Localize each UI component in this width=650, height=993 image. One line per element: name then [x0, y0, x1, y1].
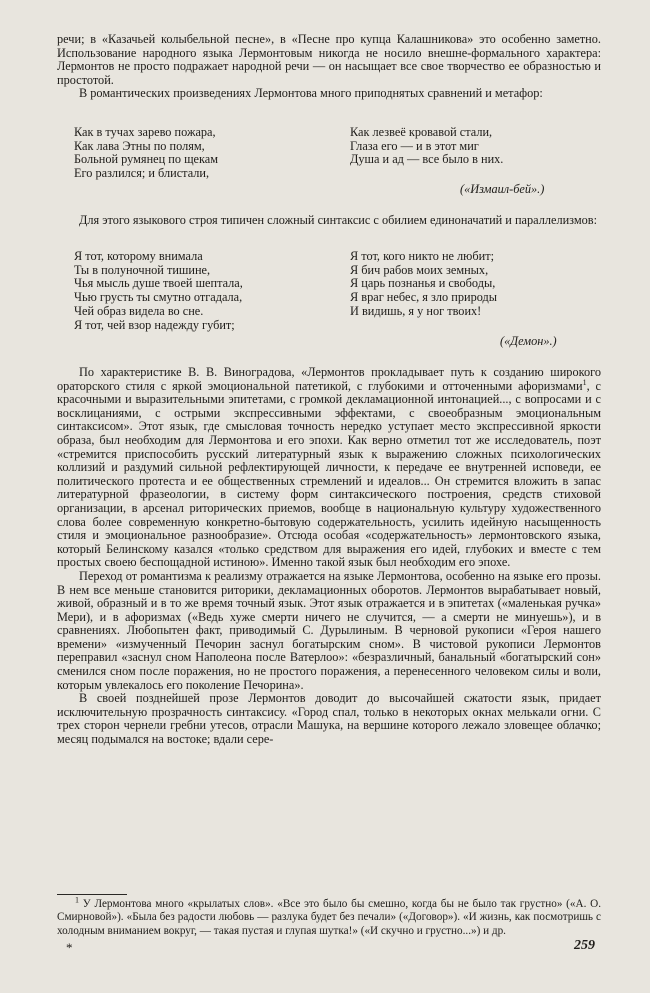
verse-izmail-left: [74, 126, 218, 181]
paragraph-syntax: [57, 214, 601, 228]
verse-line: Я тот, которому внимала: [74, 249, 203, 263]
verse-line: Ты в полуночной тишине,: [74, 262, 211, 277]
paragraph-realism: Переход от романтизма к реализму отражается на языке Лермонтова, особенно на языке его прозы. В нем все меньше становится риторики, декламационных оборотов. Лермонтов вырабатывает новый, живой, образный и в то же время точный язык. Этот язык отражается и в эпитетах («маленькая ручка» Мери), и в афоризмах («Ведь хуже смерти ничего не случится, — а смерти не минуешь»), и в сравнениях. Любопытен факт, приводимый С. Дурылиным. В черновой рукописи «Героя нашего времени» «измученный Печорин заснул богатырским сном». В чистовой рукописи Лермонтов переправил «заснул сном Наполеона после Ватерлоо»: «безразличный, банальный «богатырский сон» сменился сном после поражения, но не простого поражения, а перенесенного человеком силы и воли, которым увлекалось его поколение Печорина».: [57, 568, 601, 692]
signature-star: *: [66, 940, 73, 955]
paragraph-romantic: В романтических произведениях Лермонтова много приподнятых сравнений и метафор:: [79, 86, 543, 101]
footnote-text: У Лермонтова много «крылатых слов». «Все это было бы смешно, когда бы не было так грустно» («А. О. Смирновой»). «Была без радости любовь — разлука будет без печали» («Договор»). «И жизнь, как посмотришь с холодным вниманием вокруг, — такая пустая и глупая шутка!» («И скучно и грустно...») и др.: [57, 898, 602, 937]
verse-line: Глаза его — и в этот миг: [350, 138, 479, 153]
verse-line: Чья мысль душе твоей шептала,: [74, 276, 243, 291]
verse-line: Как лава Этны по полям,: [74, 138, 205, 153]
page-number: 259: [574, 938, 595, 953]
verse-line: Больной румянец по щекам: [74, 152, 219, 167]
paragraph-continuation: речи; в «Казачьей колыбельной песне», в «Песне про купца Калашникова» это особенно заметно. Использование народного языка Лермонтовым никогда не носило внешне-формального характера: Лермонтов не просто подражает народной речи — он насыщает все свое творчество ее образностью и простотой.: [57, 32, 601, 87]
verse-line: Я тот, чей взор надежду губит;: [74, 317, 235, 332]
main-text: [57, 366, 601, 747]
verse-line: Я царь познанья и свободы,: [350, 276, 496, 291]
paragraph-text: , с красочными и выразительными эпитетами, с громкой декламационной интонацией..., с вопросами и с восклицаниями, с острыми экспрессивными эффектами, с своеобразным эмоциональным синтаксисом». Этот язык, где смысловая точность нередко уступает место экспрессивной яркости образа, был необходим для Лермонтова и его эпохи. Как верно отметил тот же исследователь, поэт «стремится приспособить русский литературный язык к выражению сложных психологических коллизий и раздумий сильной рефлектирующей личности, к передаче ее внутренней исповеди, ее политического протеста и ее общественных стремлений и идеалов... Он стремится вложить в запас литературной фразеологии, в систему форм синтаксического построения, средств стиховой организации, в арсенал риторических приемов, вообще в национальную культуру художественного слова более современную конкретно-бытовую содержательность, усилить идейную насыщенность стиля и эмоциональное разнообразие». Отсюда особая «содержательность» лермонтовского языка, который Белинскому казался «только средством для выражения его идей, глубоких и вместе с тем простых своею беспощадной истиною». Именно такой язык был необходим его эпохе.: [57, 378, 601, 570]
verse-line: Я бич рабов моих земных,: [350, 262, 489, 277]
verse-line: И видишь, я у ног твоих!: [350, 303, 482, 318]
footnote-rule: [57, 894, 127, 895]
paragraph-vinogradov: [57, 366, 601, 570]
verse-line: Чью грусть ты смутно отгадала,: [74, 290, 243, 305]
verse-source-demon: («Демон».): [500, 334, 557, 348]
verse-demon-right: [350, 250, 497, 319]
verse-izmail-right: [350, 126, 503, 167]
footnote-mark: 1: [75, 895, 79, 905]
paragraph-late-prose: В своей позднейшей прозе Лермонтов доводит до высочайшей сжатости язык, придает исключительную прозрачность синтаксису. «Город спал, только в некоторых окнах мелькали огни. С трех сторон чернели гребни утесов, отрасли Машука, на вершине которого лежало зловещее облачко; месяц подымался на востоке; вдали сере-: [57, 691, 601, 747]
verse-line: Я тот, кого никто не любит;: [350, 249, 495, 263]
footnote-ref: 1: [582, 377, 587, 387]
intro-block: [57, 33, 601, 101]
verse-line: Как лезвеё кровавой стали,: [350, 125, 493, 139]
verse-source-izmail: («Измаил-бей».): [460, 182, 545, 196]
verse-line: Как в тучах зарево пожара,: [74, 125, 216, 139]
verse-demon-left: [74, 250, 243, 332]
verse-line: Чей образ видела во сне.: [74, 303, 204, 318]
verse-line: Я враг небес, я зло природы: [350, 290, 498, 305]
footnote: [57, 895, 602, 938]
paragraph-syntax-text: Для этого языкового строя типичен сложный синтаксис с обилием единоначатий и параллелизмов:: [79, 213, 597, 227]
verse-line: Душа и ад — все было в них.: [350, 152, 504, 167]
paragraph-text: По характеристике В. В. Виноградова, «Лермонтов прокладывает путь к созданию широкого ораторского стиля с яркой эмоциональной патетикой, с глубокими и отточенными афоризмами: [57, 365, 601, 393]
verse-line: Его разлился; и блистали,: [74, 166, 210, 181]
